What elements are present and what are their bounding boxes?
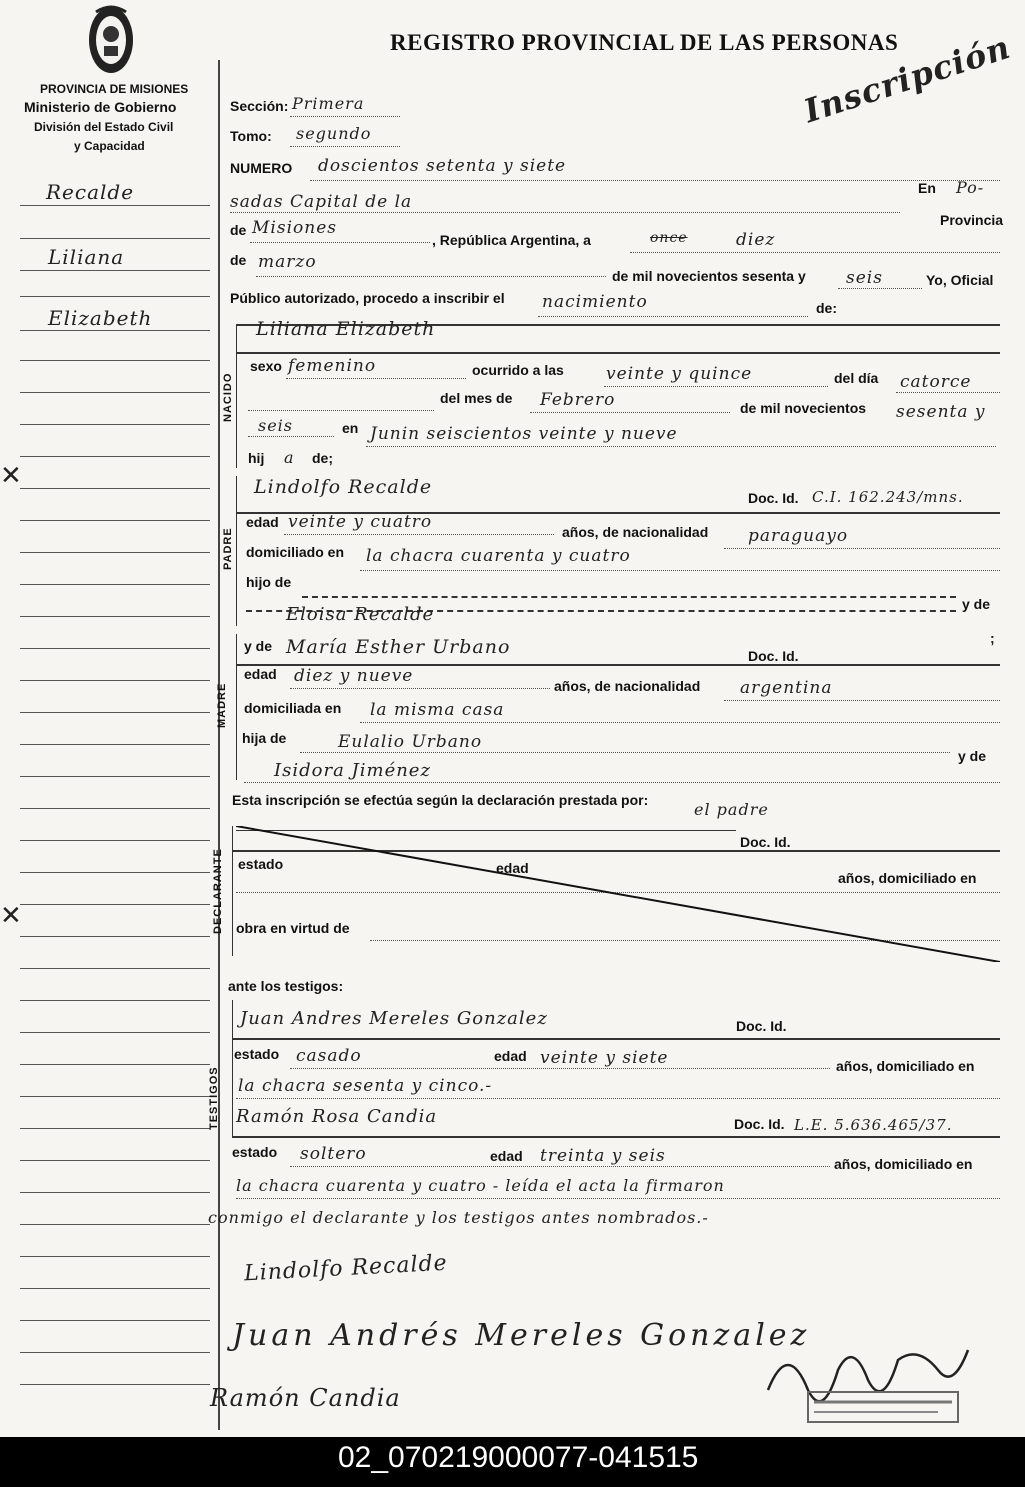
acto-value: nacimiento [542, 292, 648, 312]
lugar-en-label: en [342, 420, 359, 436]
madre-dom-label: domiciliada en [244, 700, 342, 716]
tomo-value: segundo [296, 124, 372, 143]
testigo2-edad-label: edad [490, 1148, 523, 1164]
padre-nac-value: paraguayo [748, 526, 849, 546]
nacido-mes-value: Febrero [540, 390, 616, 410]
hij-de-label: de; [312, 450, 333, 466]
nacido-mil-label: de mil novecientos [740, 400, 867, 416]
padre-dom-value: la chacra cuarenta y cuatro [366, 546, 631, 566]
declarante-anios-label: años, domiciliado en [838, 870, 977, 886]
testigo2-estado-label: estado [232, 1144, 278, 1160]
footer-code: 02_070219000077-041515 [338, 1441, 699, 1474]
padre-doc-label: Doc. Id. [748, 490, 799, 506]
division-label: División del Estado Civil [34, 120, 174, 134]
testigo2-doc-value: L.E. 5.636.465/37. [794, 1116, 953, 1134]
hora-value: veinte y quince [606, 364, 753, 384]
padre-dom-label: domiciliado en [246, 544, 345, 560]
testigo1-anios-label: años, domiciliado en [836, 1058, 975, 1074]
declarante-section-label: DECLARANTE [212, 848, 224, 934]
margin-mark-icon: ✕ [0, 900, 22, 930]
yo-label: Yo, Oficial [926, 272, 994, 288]
testigo1-dom-value: la chacra sesenta y cinco.- [238, 1076, 493, 1096]
margin-name2: Elizabeth [48, 306, 153, 330]
en-label: En [918, 180, 936, 196]
dia-value: diez [736, 230, 776, 250]
testigo1-estado-value: casado [296, 1046, 362, 1066]
mes-label: del mes de [440, 390, 513, 406]
coat-of-arms-icon [86, 4, 136, 76]
madre-nac-label: años, de nacionalidad [554, 678, 701, 694]
testigo1-name: Juan Andres Mereles Gonzalez [240, 1008, 548, 1029]
province-label: PROVINCIA DE MISIONES [40, 82, 189, 96]
padre-edad-label: edad [246, 514, 279, 530]
semicolon-mark: ; [990, 630, 995, 646]
madre-madre-value: Isidora Jiménez [274, 760, 431, 781]
declarante-obra-label: obra en virtud de [236, 920, 350, 936]
nacido-anio-value: sesenta y [896, 402, 986, 422]
numero-value: doscientos setenta y siete [318, 156, 567, 176]
signature-padre: Lindolfo Recalde [243, 1250, 449, 1287]
padre-hijo-label: hijo de [246, 574, 292, 590]
testigos-section-label: TESTIGOS [208, 1066, 220, 1130]
lugar-value: Junin seiscientos veinte y nueve [370, 424, 678, 444]
nacido-section-label: NACIDO [222, 372, 234, 422]
madre-nac-value: argentina [740, 678, 833, 698]
publico-label: Público autorizado, procedo a inscribir el [230, 290, 505, 306]
void-diagonal-line [236, 826, 1000, 962]
ministry-label: Ministerio de Gobierno [24, 99, 177, 115]
declaracion-value: el padre [694, 800, 769, 819]
tomo-label: Tomo: [230, 128, 272, 144]
padre-name: Lindolfo Recalde [254, 476, 433, 498]
testigo1-edad-value: veinte y siete [540, 1048, 669, 1068]
closing-value: conmigo el declarante y los testigos antes nombrados.- [208, 1208, 709, 1227]
testigo1-doc-label: Doc. Id. [736, 1018, 787, 1034]
nacido-anio-value2: seis [258, 416, 294, 435]
testigo2-name: Ramón Rosa Candia [236, 1106, 438, 1127]
mil-label: de mil novecientos sesenta y [612, 268, 806, 284]
testigo2-doc-label: Doc. Id. [734, 1116, 785, 1132]
margin-mark-icon: ✕ [0, 460, 22, 490]
republica-label: , República Argentina, a [432, 232, 591, 248]
ante-testigos-label: ante los testigos: [228, 978, 344, 994]
dia-value: catorce [900, 372, 972, 392]
hij-value: a [284, 448, 295, 467]
dia-label: del día [834, 370, 879, 386]
testigo1-estado-label: estado [234, 1046, 280, 1062]
en-value: Po- [956, 178, 985, 197]
numero-label: NUMERO [230, 160, 293, 176]
testigo2-estado-value: soltero [300, 1144, 367, 1164]
madre-name: María Esther Urbano [286, 636, 511, 658]
inscripcion-stamp-word: Inscripción [799, 27, 1016, 131]
testigo1-edad-label: edad [494, 1048, 527, 1064]
madre-doc-label: Doc. Id. [748, 648, 799, 664]
padre-ascendiente: Eloisa Recalde [286, 604, 435, 625]
madre-yde2-label: y de [958, 748, 987, 764]
de2-label: de [230, 252, 247, 268]
margin-name1: Liliana [48, 245, 125, 269]
madre-section-label: MADRE [216, 682, 228, 728]
testigo2-anios-label: años, domiciliado en [834, 1156, 973, 1172]
declarante-estado-label: estado [238, 856, 284, 872]
seccion-value: Primera [292, 94, 365, 113]
sexo-value: femenino [288, 356, 377, 376]
declarante-edad-label: edad [496, 860, 529, 876]
place-value: sadas Capital de la [230, 192, 413, 212]
testigo2-dom-value: la chacra cuarenta y cuatro - leída el acta la firmaron [236, 1176, 725, 1195]
madre-hija-label: hija de [242, 730, 287, 746]
padre-edad-value: veinte y cuatro [288, 512, 433, 532]
madre-dom-value: la misma casa [370, 700, 505, 720]
anio-value: seis [846, 268, 883, 288]
madre-yde-label: y de [244, 638, 273, 654]
footer-bar [0, 1437, 1025, 1487]
signature-testigo1: Juan Andrés Mereles Gonzalez [232, 1318, 811, 1353]
provincia-value: Misiones [252, 218, 337, 238]
ocurrido-label: ocurrido a las [472, 362, 564, 378]
padre-nac-label: años, de nacionalidad [562, 524, 709, 540]
margin-surname: Recalde [46, 180, 135, 204]
division2-label: y Capacidad [74, 139, 145, 153]
madre-padre-value: Eulalio Urbano [338, 732, 483, 752]
padre-doc-value: C.I. 162.243/mns. [812, 488, 964, 506]
nacido-name: Liliana Elizabeth [256, 318, 436, 340]
madre-edad-value: diez y nueve [294, 666, 414, 686]
seccion-label: Sección: [230, 98, 289, 114]
de-label: de [230, 222, 247, 238]
padre-section-label: PADRE [222, 527, 234, 570]
page-title: REGISTRO PROVINCIAL DE LAS PERSONAS [390, 30, 899, 55]
official-signature-icon [748, 1330, 978, 1430]
signature-testigo2: Ramón Candia [210, 1384, 401, 1412]
testigo2-edad-value: treinta y seis [540, 1146, 666, 1166]
provincia-label: Provincia [940, 212, 1004, 228]
madre-edad-label: edad [244, 666, 277, 682]
padre-yde-label: y de [962, 596, 991, 612]
declarante-doc-label: Doc. Id. [740, 834, 791, 850]
dia-struck: once [650, 230, 688, 246]
declaracion-text: Esta inscripción se efectúa según la declaración prestada por: [232, 792, 649, 808]
sexo-label: sexo [250, 358, 282, 374]
mes-value: marzo [258, 252, 317, 272]
de-colon-label: de: [816, 300, 837, 316]
hij-label: hij [248, 450, 265, 466]
